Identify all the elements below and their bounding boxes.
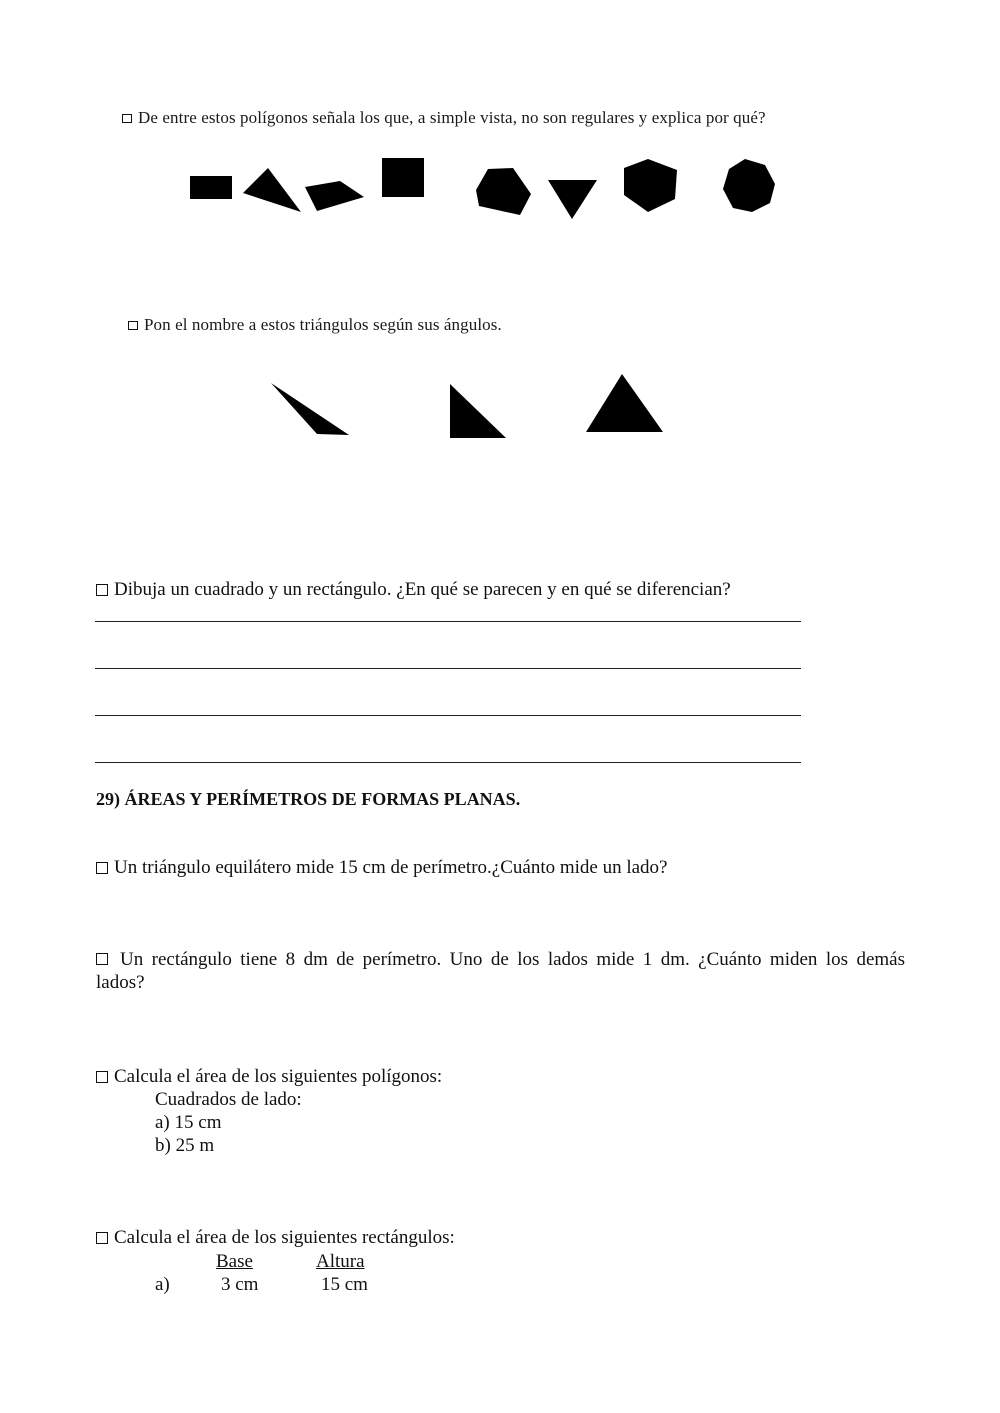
checkbox-icon[interactable] — [96, 584, 108, 596]
header-base: Base — [216, 1251, 253, 1272]
checkbox-icon[interactable] — [96, 1071, 108, 1083]
row-a-label: a) — [155, 1274, 170, 1295]
question-equilateral-text: Un triángulo equilátero mide 15 cm de perímetro.¿Cuánto mide un lado? — [114, 857, 668, 878]
checkbox-icon[interactable] — [96, 862, 108, 874]
question-triangles-text: Pon el nombre a estos triángulos según sus ángulos. — [144, 315, 502, 334]
question-polygons-text: De entre estos polígonos señala los que, a simple vista, no son regulares y explica por qué? — [138, 108, 766, 127]
section-title: 29) ÁREAS Y PERÍMETROS DE FORMAS PLANAS. — [96, 789, 521, 809]
question-area-rectangles — [96, 1226, 455, 1249]
header-altura: Altura — [316, 1251, 365, 1272]
question-equilateral — [96, 856, 667, 879]
question-rectangle — [96, 948, 905, 994]
triangle-obtuse — [271, 383, 349, 435]
question-area-rectangles-text: Calcula el área de los siguientes rectángulos: — [114, 1227, 455, 1248]
answer-line[interactable] — [95, 668, 801, 669]
question-polygons — [122, 108, 766, 128]
area-polygons-subtitle: Cuadrados de lado: — [155, 1089, 302, 1110]
polygon-inverted-triangle — [548, 180, 597, 219]
question-area-polygons — [96, 1065, 442, 1088]
triangle-right — [450, 384, 506, 438]
checkbox-icon[interactable] — [96, 1232, 108, 1244]
question-rectangle-line2-text: lados? — [96, 972, 145, 993]
polygon-rectangle — [190, 176, 232, 199]
area-polygons-item-a: a) 15 cm — [155, 1112, 222, 1133]
polygon-triangle — [243, 168, 301, 212]
polygon-square — [382, 158, 424, 197]
checkbox-icon[interactable] — [122, 114, 132, 123]
polygon-pentagon — [476, 168, 531, 215]
question-square-rectangle — [96, 578, 731, 601]
answer-line[interactable] — [95, 621, 801, 622]
area-polygons-item-b: b) 25 m — [155, 1135, 215, 1156]
question-rectangle-line1-text: Un rectángulo tiene 8 dm de perímetro. Uno de los lados mide 1 dm. ¿Cuánto miden los demás — [120, 949, 905, 970]
polygon-heptagon — [723, 159, 775, 212]
polygon-regular-pentagon — [624, 159, 677, 212]
polygon-quadrilateral — [305, 181, 364, 211]
question-rectangle-line1 — [96, 948, 905, 971]
question-area-polygons-text: Calcula el área de los siguientes polígonos: — [114, 1066, 443, 1087]
row-a-base: 3 cm — [221, 1274, 259, 1295]
question-triangles — [128, 315, 502, 335]
question-rectangle-line1-wrap — [96, 948, 905, 971]
answer-line[interactable] — [95, 715, 801, 716]
row-a-altura: 15 cm — [321, 1274, 368, 1295]
checkbox-icon[interactable] — [96, 953, 108, 965]
triangle-acute — [586, 374, 663, 432]
answer-line[interactable] — [95, 762, 801, 763]
question-square-rectangle-text: Dibuja un cuadrado y un rectángulo. ¿En qué se parecen y en qué se diferencian? — [114, 579, 731, 600]
checkbox-icon[interactable] — [128, 321, 138, 330]
